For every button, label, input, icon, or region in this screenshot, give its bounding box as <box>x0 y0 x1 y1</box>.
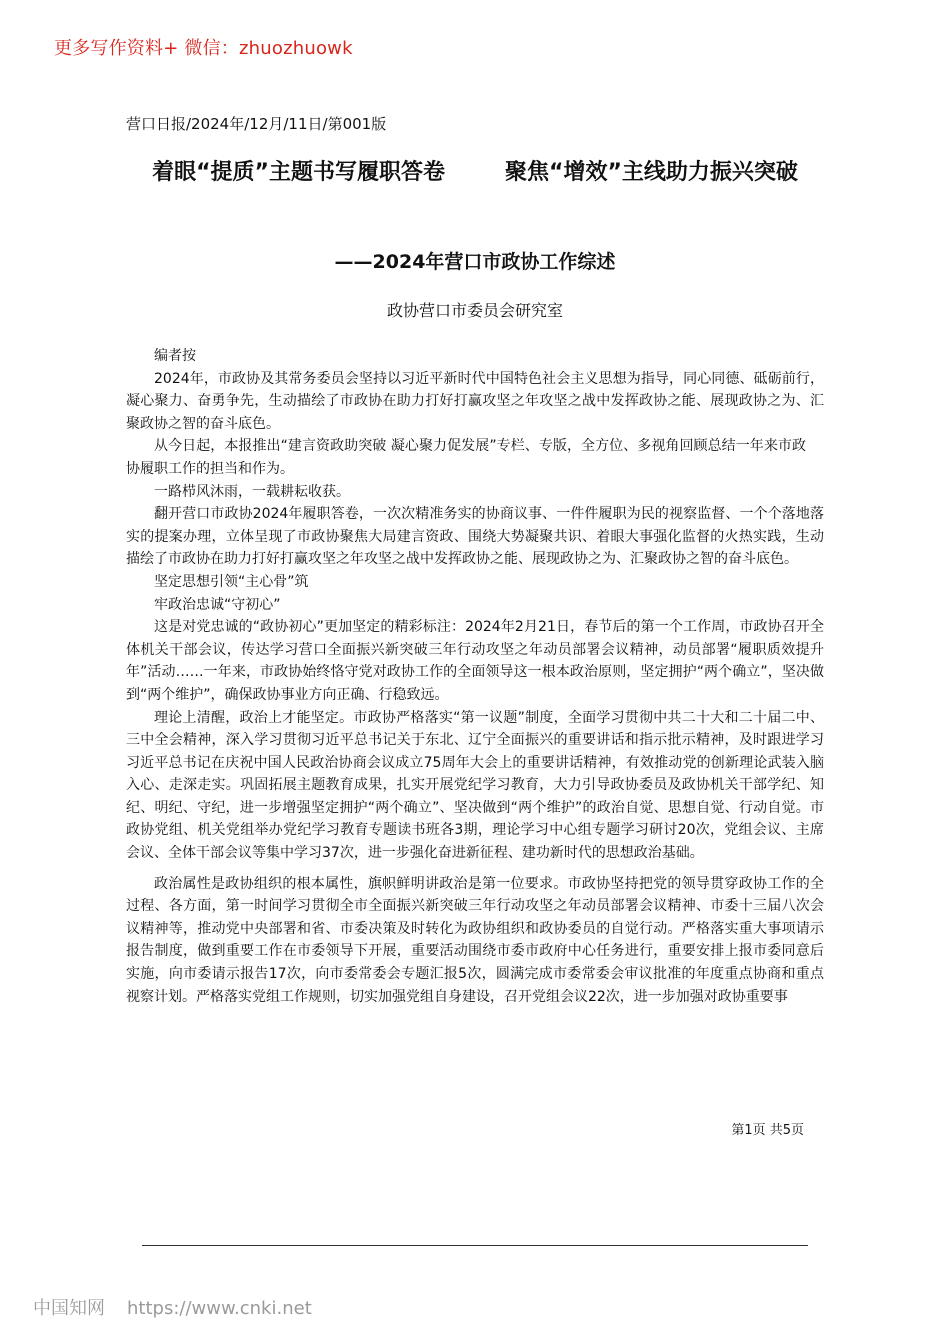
article-body <box>126 345 824 1008</box>
paragraph: 从今日起，本报推出“建言资政助突破 凝心聚力促发展”专栏、专版，全方位、多视角回顾总结一年来市政协履职工作的担当和作为。 <box>126 438 806 477</box>
paragraph: 政治属性是政协组织的根本属性，旗帜鲜明讲政治是第一位要求。市政协坚持把党的领导贯穿政协工作的全过程、各方面，第一时间学习贯彻全市全面振兴新突破三年行动攻坚之年动员部署会议精神、市委十三届八次会议精神等，推动党中央部署和省、市委决策及时转化为政协组织和政协委员的自觉行动。严格落实重大事项请示报告制度，做到重要工作在市委领导下开展，重要活动围绕市委市政府中心任务进行，重要安排上报市委同意后实施，向市委请示报告17次，向市委常委会专题汇报5次，圆满完成市委常委会审议批准的年度重点协商和重点视察计划。严格落实党组工作规则，切实加强党组自身建设，召开党组会议22次，进一步加强对政协重要事 <box>126 875 824 1005</box>
section-heading: 牢政治忠诚“守初心” <box>154 596 281 613</box>
cnki-watermark <box>33 1294 312 1320</box>
paragraph: 2024年，市政协及其常务委员会坚持以习近平新时代中国特色社会主义思想为指导，同心同德、砥砺前行，凝心聚力、奋勇争先，生动描绘了市政协在助力打好打赢攻坚之年攻坚之战中发挥政协之能、展现政协之为、汇聚政协之智的奋斗底色。 <box>126 370 824 432</box>
title-part-1: 着眼“提质”主题书写履职答卷 <box>152 160 445 185</box>
watermark-url: https://www.cnki.net <box>127 1298 312 1319</box>
footer-divider <box>142 1245 808 1246</box>
section-heading: 坚定思想引领“主心骨”筑 <box>154 573 309 590</box>
page-number: 第1页 共5页 <box>731 1123 804 1138</box>
title-part-2: 聚焦“增效”主线助力振兴突破 <box>505 160 798 185</box>
watermark-brand: 中国知网 <box>33 1298 105 1319</box>
paragraph: 一路栉风沐雨，一载耕耘收获。 <box>154 483 350 500</box>
author: 政协营口市委员会研究室 <box>386 301 563 320</box>
paragraph: 理论上清醒，政治上才能坚定。市政协严格落实“第一议题”制度，全面学习贯彻中共二十大和二十届二中、三中全会精神，深入学习贯彻习近平总书记关于东北、辽宁全面振兴的重要讲话和指示批示精神，及时跟进学习习近平总书记在庆祝中国人民政治协商会议成立75周年大会上的重要讲话精神，有效推动党的创新理论武装入脑入心、走深走实。巩固拓展主题教育成果，扎实开展党纪学习教育，大力引导政协委员及政协机关干部学纪、知纪、明纪、守纪，进一步增强坚定拥护“两个确立”、坚决做到“两个维护”的政治自觉、思想自觉、行动自觉。市政协党组、机关党组举办党纪学习教育专题读书班各3期，理论学习中心组专题学习研讨20次，党组会议、主席会议、全体干部会议等集中学习37次，进一步强化奋进新征程、建功新时代的思想政治基础。 <box>126 709 824 862</box>
source-line: 营口日报/2024年/12月/11日/第001版 <box>126 115 387 133</box>
paragraph: 这是对党忠诚的“政协初心”更加坚定的精彩标注：2024年2月21日，春节后的第一个工作周，市政协召开全体机关干部会议，传达学习营口全面振兴新突破三年行动攻坚之年动员部署会议精神，动员部署“履职质效提升年”活动……一年来，市政协始终恪守党对政协工作的全面领导这一根本政治原则，坚定拥护“两个确立”，坚决做到“两个维护”，确保政协事业方向正确、行稳致远。 <box>126 619 824 703</box>
page-title <box>110 158 840 188</box>
paragraph: 翻开营口市政协2024年履职答卷，一次次精准务实的协商议事、一件件履职为民的视察监督、一个个落地落实的提案办理，立体呈现了市政协聚焦大局建言资政、围绕大势凝聚共识、着眼大事强化监督的火热实践，生动描绘了市政协在助力打好打赢攻坚之年攻坚之战中发挥政协之能、展现政协之为、汇聚政协之智的奋斗底色。 <box>126 506 824 568</box>
page-subtitle: ——2024年营口市政协工作综述 <box>334 251 616 273</box>
promo-banner[interactable]: 更多写作资料+ 微信：zhuozhuowk <box>54 38 353 59</box>
editor-note-label: 编者按 <box>154 348 196 364</box>
